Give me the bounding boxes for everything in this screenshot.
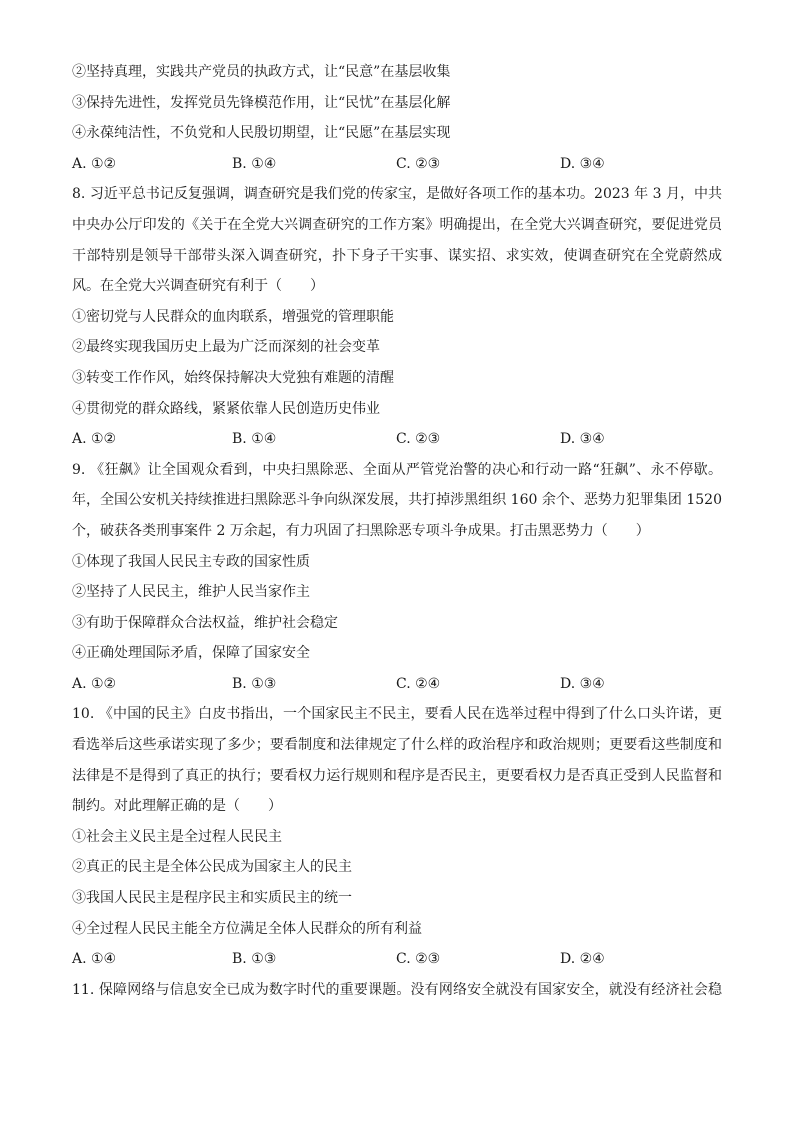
q8-stem-line-4: 风。在全党大兴调查研究有利于（ ）	[72, 278, 324, 295]
q10-option-d[interactable]: D. ②④	[560, 951, 605, 968]
q8-stem-line-2: 中央办公厅印发的《关于在全党大兴调查研究的工作方案》明确提出，在全党大兴调查研究，要促进党员	[72, 216, 722, 233]
q9-option-a[interactable]: A. ①②	[72, 675, 117, 692]
q10-stem-line-3: 法律是不是得到了真正的执行；要看权力运行规则和程序是否民主，更要看权力是否真正受到人民监督和	[72, 767, 722, 784]
q9-option-b[interactable]: B. ①③	[232, 675, 277, 692]
q8-item-3: ③转变工作作风，始终保持解决大党独有难题的清醒	[72, 369, 394, 386]
q8-item-4: ④贯彻党的群众路线，紧紧依靠人民创造历史伟业	[72, 400, 380, 417]
q7-option-d[interactable]: D. ③④	[560, 155, 605, 172]
q8-option-c[interactable]: C. ②③	[396, 431, 441, 448]
q10-stem-line-2: 看选举后这些承诺实现了多少；要看制度和法律规定了什么样的政治程序和政治规则；更要看这些制度和	[72, 737, 722, 754]
q7-item-2: ②坚持真理，实践共产党员的执政方式，让“民意”在基层收集	[72, 64, 451, 80]
q8-option-a[interactable]: A. ①②	[72, 431, 117, 448]
q9-item-1: ①体现了我国人民民主专政的国家性质	[72, 553, 310, 570]
question-9	[72, 460, 722, 694]
q7-item-3: ③保持先进性，发挥党员先锋模范作用，让“民忧”在基层化解	[72, 94, 451, 111]
q7-options	[72, 154, 722, 174]
q9-stem-line-1: 9. 《狂飙》让全国观众看到，中央扫黑除恶、全面从严管党治警的决心和行动一路“狂飙”、永不停歇。	[72, 461, 722, 478]
q10-option-a[interactable]: A. ①④	[72, 951, 117, 968]
q9-options	[72, 674, 722, 694]
q9-stem-line-3: 个，破获各类刑事案件 2 万余起，有力巩固了扫黑除恶专项斗争成果。打击黑恶势力（ ）	[72, 522, 650, 539]
q10-option-c[interactable]: C. ②③	[396, 951, 441, 968]
q8-option-b[interactable]: B. ①④	[232, 431, 277, 448]
exam-page	[72, 62, 722, 1010]
q8-options	[72, 429, 722, 449]
q10-stem-line-4: 制约。对此理解正确的是（ ）	[72, 798, 282, 815]
question-7	[72, 62, 722, 174]
q7-option-b[interactable]: B. ①④	[232, 155, 277, 172]
q9-item-3: ③有助于保障群众合法权益，维护社会稳定	[72, 614, 338, 631]
q7-option-a[interactable]: A. ①②	[72, 155, 117, 172]
q8-stem-line-3: 干部特别是领导干部带头深入调查研究，扑下身子干实事、谋实招、求实效，使调查研究在全党蔚然成	[72, 247, 722, 264]
q8-stem-line-1: 8. 习近平总书记反复强调，调查研究是我们党的传家宝，是做好各项工作的基本功。2023 年 3 月，中共	[72, 186, 722, 203]
q8-option-d[interactable]: D. ③④	[560, 431, 605, 448]
q10-options	[72, 949, 722, 969]
q8-item-2: ②最终实现我国历史上最为广泛而深刻的社会变革	[72, 339, 380, 356]
q7-option-c[interactable]: C. ②③	[396, 155, 441, 172]
q9-item-2: ②坚持了人民民主，维护人民当家作主	[72, 584, 310, 601]
q10-item-4: ④全过程人民民主能全方位满足全体人民群众的所有利益	[72, 920, 422, 937]
q9-item-4: ④正确处理国际矛盾，保障了国家安全	[72, 645, 310, 662]
question-11	[72, 980, 722, 1000]
q10-item-1: ①社会主义民主是全过程人民民主	[72, 828, 282, 845]
q10-item-3: ③我国人民民主是程序民主和实质民主的统一	[72, 890, 352, 907]
q7-item-4: ④永葆纯洁性，不负党和人民殷切期望，让“民愿”在基层实现	[72, 125, 451, 142]
q9-option-c[interactable]: C. ②④	[396, 675, 441, 692]
q10-stem-line-1: 10. 《中国的民主》白皮书指出，一个国家民主不民主，要看人民在选举过程中得到了什么口头许诺，更	[72, 706, 722, 723]
question-10	[72, 704, 722, 969]
question-8	[72, 184, 722, 449]
q9-stem-line-2: 年，全国公安机关持续推进扫黑除恶斗争向纵深发展，共打掉涉黑组织 160 余个、恶势力犯罪集团 1520	[72, 492, 722, 509]
q9-option-d[interactable]: D. ③④	[560, 675, 605, 692]
q10-item-2: ②真正的民主是全体公民成为国家主人的民主	[72, 859, 352, 876]
q11-stem-line-1: 11. 保障网络与信息安全已成为数字时代的重要课题。没有网络安全就没有国家安全，就没有经济社会稳	[72, 981, 722, 998]
q8-item-1: ①密切党与人民群众的血肉联系，增强党的管理职能	[72, 308, 394, 325]
q10-option-b[interactable]: B. ①③	[232, 951, 277, 968]
